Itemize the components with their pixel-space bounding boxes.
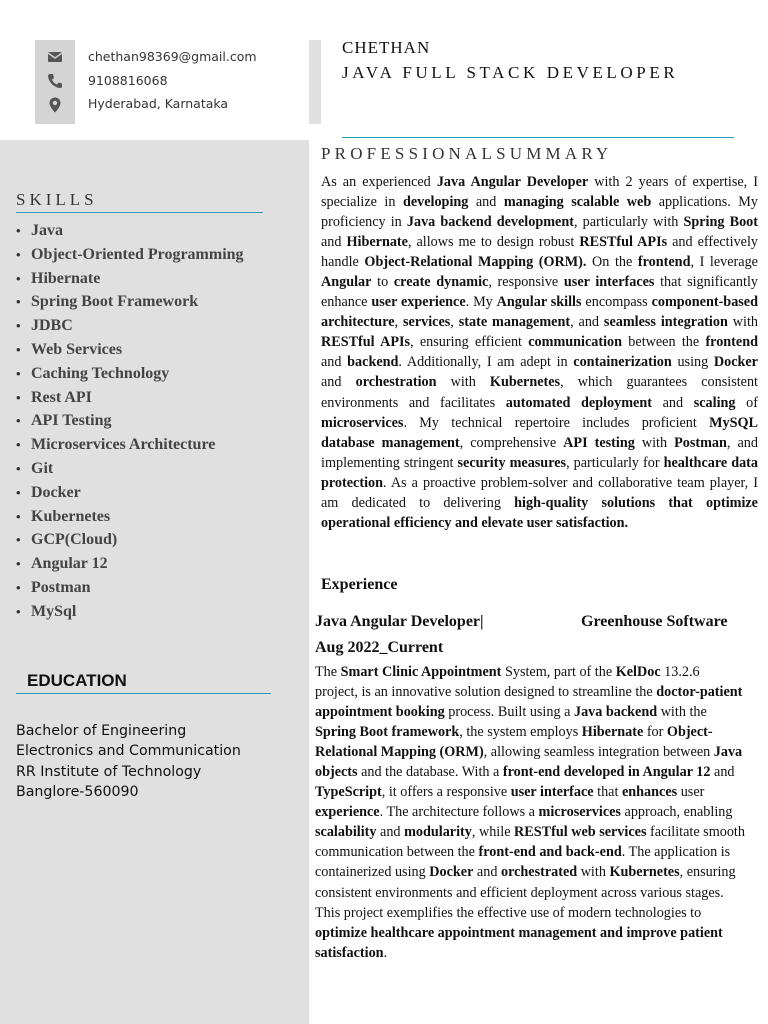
text-run: and bbox=[321, 354, 348, 371]
text-run: between the bbox=[622, 334, 706, 351]
bold-phrase: modularity bbox=[404, 824, 472, 841]
bold-phrase: Kubernetes bbox=[609, 864, 680, 881]
bold-phrase: optimize healthcare appointment management and improve patient satisfaction bbox=[315, 924, 723, 961]
text-run: 13.2.6 project, is an innovative solution designed to streamline the bbox=[315, 664, 700, 701]
skill-item: • Caching Technology bbox=[16, 362, 244, 386]
bold-phrase: seamless integration bbox=[603, 314, 728, 331]
skill-item: • Postman bbox=[16, 576, 244, 600]
bold-phrase: TypeScript bbox=[315, 784, 382, 801]
text-run: , particularly for bbox=[566, 454, 664, 471]
bold-phrase: Postman bbox=[674, 434, 727, 451]
text-run: and bbox=[468, 194, 504, 211]
text-run: , bbox=[394, 314, 404, 331]
bold-phrase: Docker bbox=[429, 864, 474, 881]
skill-item: • Java bbox=[16, 219, 244, 243]
education-heading: EDUCATION bbox=[27, 671, 127, 690]
header-divider-bar bbox=[309, 40, 321, 124]
bold-phrase: developing bbox=[402, 194, 469, 211]
text-run: and bbox=[321, 374, 356, 391]
bold-phrase: front-end and back-end bbox=[478, 844, 622, 861]
skill-item: • Git bbox=[16, 457, 244, 481]
bold-phrase: Object-Relational Mapping (ORM) bbox=[315, 724, 713, 761]
education-line: Banglore-560090 bbox=[16, 783, 139, 800]
skill-item: • Angular 12 bbox=[16, 552, 244, 576]
bold-phrase: managing scalable web bbox=[503, 194, 652, 211]
skill-item: • Web Services bbox=[16, 338, 244, 362]
text-run: with 2 years of expertise, I specialize in bbox=[321, 174, 758, 211]
skill-item: • MySql bbox=[16, 600, 244, 624]
text-run: that significantly enhance bbox=[321, 274, 758, 311]
skill-item: • Spring Boot Framework bbox=[16, 290, 244, 314]
phone-number: 9108816068 bbox=[88, 73, 168, 88]
bold-phrase: Angular skills bbox=[496, 294, 582, 311]
bold-phrase: create dynamic bbox=[393, 274, 489, 291]
bold-phrase: services bbox=[403, 314, 451, 331]
text-run: and bbox=[321, 234, 347, 251]
bold-phrase: Java objects bbox=[315, 744, 743, 781]
bold-phrase: RESTful APIs bbox=[321, 334, 411, 351]
skill-item: • API Testing bbox=[16, 409, 244, 433]
text-run: and bbox=[710, 764, 735, 781]
text-run: and bbox=[376, 824, 405, 841]
bold-phrase: microservices bbox=[538, 804, 621, 821]
text-run: As an experienced bbox=[321, 174, 437, 190]
experience-heading: Experience bbox=[321, 576, 398, 593]
bold-phrase: user interfaces bbox=[563, 274, 655, 291]
text-run: On the bbox=[586, 254, 638, 271]
text-run: The bbox=[315, 664, 341, 680]
summary-paragraph bbox=[321, 172, 758, 533]
text-run: for bbox=[643, 724, 667, 741]
text-run: applications. My proficiency in bbox=[321, 194, 758, 231]
skills-heading: SKILLS bbox=[16, 190, 98, 209]
job-title: Java Angular Developer| bbox=[315, 613, 484, 630]
bold-phrase: API testing bbox=[563, 434, 635, 451]
text-run: . My technical repertoire includes proficient bbox=[403, 414, 710, 431]
skill-item: • Docker bbox=[16, 481, 244, 505]
text-run: and bbox=[473, 864, 501, 881]
text-run: and bbox=[651, 394, 694, 411]
text-run: process. Built using a bbox=[444, 704, 574, 721]
text-run: , I leverage bbox=[690, 254, 758, 271]
bold-phrase: Java backend bbox=[573, 704, 658, 721]
bold-phrase: communication bbox=[528, 334, 623, 351]
bold-phrase: Java Angular Developer bbox=[436, 174, 589, 190]
bold-phrase: experience bbox=[315, 804, 380, 821]
location-pin-icon bbox=[46, 96, 64, 114]
text-run: , particularly with bbox=[573, 214, 684, 231]
skills-underline bbox=[16, 212, 263, 213]
bold-phrase: state management bbox=[458, 314, 571, 331]
phone-icon bbox=[46, 72, 64, 90]
bold-phrase: MySQL database management bbox=[321, 414, 758, 451]
summary-heading: PROFESSIONALSUMMARY bbox=[321, 144, 613, 163]
text-run: System, part of the bbox=[501, 664, 616, 680]
text-run: . My bbox=[465, 294, 497, 311]
location-text: Hyderabad, Karnataka bbox=[88, 96, 229, 111]
bold-phrase: user experience bbox=[371, 294, 466, 311]
skills-list bbox=[16, 219, 244, 624]
candidate-name: CHETHAN bbox=[342, 38, 431, 57]
text-run: , ensuring consistent environments and efficient deployment across various stages. This project exemplifies the effective use of modern technologies to bbox=[315, 864, 736, 921]
bold-phrase: doctor-patient appointment booking bbox=[315, 684, 743, 721]
bold-phrase: backend bbox=[347, 354, 399, 371]
bold-phrase: healthcare data protection bbox=[321, 454, 758, 491]
bold-phrase: orchestrated bbox=[500, 864, 578, 881]
text-run: to bbox=[371, 274, 394, 291]
education-line: Bachelor of Engineering bbox=[16, 723, 187, 739]
bold-phrase: Kubernetes bbox=[489, 374, 561, 391]
text-run: , allowing seamless integration between bbox=[483, 744, 714, 761]
bold-phrase: microservices bbox=[321, 414, 404, 431]
text-run: with the bbox=[657, 704, 707, 721]
bold-phrase: frontend bbox=[705, 334, 758, 351]
skill-item: • Rest API bbox=[16, 386, 244, 410]
bold-phrase: frontend bbox=[637, 254, 691, 271]
text-run: , ensuring efficient bbox=[410, 334, 529, 351]
text-run: with bbox=[727, 314, 758, 331]
text-run: facilitate smooth communication between the bbox=[315, 824, 745, 861]
bold-phrase: scalability bbox=[315, 824, 377, 841]
bold-phrase: Hibernate bbox=[346, 234, 408, 251]
bold-phrase: orchestration bbox=[355, 374, 437, 391]
bold-phrase: RESTful web services bbox=[514, 824, 647, 841]
skill-item: • Kubernetes bbox=[16, 505, 244, 529]
job-company: Greenhouse Software bbox=[581, 613, 728, 630]
text-run: , responsive bbox=[488, 274, 564, 291]
text-run: and the database. With a bbox=[357, 764, 503, 781]
text-run: with bbox=[634, 434, 675, 451]
bold-phrase: high-quality solutions that optimize operational efficiency and elevate user satisfaction. bbox=[321, 494, 758, 531]
education-details bbox=[16, 721, 241, 802]
envelope-icon bbox=[46, 48, 64, 66]
bold-phrase: containerization bbox=[573, 354, 672, 371]
bold-phrase: Spring Boot framework bbox=[315, 724, 460, 741]
text-run: , allows me to design robust bbox=[407, 234, 580, 251]
bold-phrase: RESTful APIs bbox=[579, 234, 668, 251]
education-line: RR Institute of Technology bbox=[16, 763, 202, 780]
skill-item: • Microservices Architecture bbox=[16, 433, 244, 457]
bold-phrase: front-end developed in Angular 12 bbox=[502, 764, 711, 781]
text-run: , the system employs bbox=[459, 724, 582, 741]
text-run: . bbox=[383, 944, 388, 961]
text-run: with bbox=[577, 864, 610, 881]
text-run: user bbox=[677, 784, 705, 801]
skill-item: • Hibernate bbox=[16, 267, 244, 291]
text-run: with bbox=[436, 374, 490, 391]
bold-phrase: component-based architecture bbox=[321, 294, 758, 331]
text-run: and effectively handle bbox=[321, 234, 758, 271]
text-run: , it offers a responsive bbox=[381, 784, 511, 801]
candidate-role: JAVA FULL STACK DEVELOPER bbox=[342, 63, 679, 82]
text-run: , and implementing stringent bbox=[321, 434, 758, 471]
bold-phrase: scaling bbox=[693, 394, 736, 411]
bold-phrase: Java backend development bbox=[406, 214, 574, 231]
text-run: . Additionally, I am adept in bbox=[398, 354, 574, 371]
bold-phrase: Hibernate bbox=[581, 724, 644, 741]
summary-top-rule bbox=[342, 137, 734, 138]
project-description bbox=[315, 662, 745, 963]
bold-phrase: enhances bbox=[621, 784, 678, 801]
text-run: . The application is containerized using bbox=[315, 844, 731, 881]
text-run: , and bbox=[570, 314, 604, 331]
education-line: Electronics and Communication bbox=[16, 743, 241, 760]
bold-phrase: user interface bbox=[510, 784, 594, 801]
bold-phrase: Docker bbox=[713, 354, 758, 371]
bold-phrase: Object-Relational Mapping (ORM). bbox=[364, 254, 587, 271]
text-run: , while bbox=[471, 824, 515, 841]
email-link[interactable]: chethan98369@gmail.com bbox=[88, 49, 257, 64]
bold-phrase: KelDoc bbox=[615, 664, 661, 680]
skill-item: • JDBC bbox=[16, 314, 244, 338]
text-run: , which guarantees consistent environments and facilitates bbox=[321, 374, 758, 411]
bold-phrase: Spring Boot bbox=[683, 214, 758, 231]
bold-phrase: Angular bbox=[321, 274, 372, 291]
bold-phrase: Smart Clinic Appointment bbox=[340, 664, 502, 680]
text-run: encompass bbox=[581, 294, 652, 311]
bold-phrase: security measures bbox=[457, 454, 567, 471]
text-run: , comprehensive bbox=[459, 434, 564, 451]
text-run: that bbox=[593, 784, 622, 801]
text-run: . As a proactive problem-solver and collaborative team player, I am dedicated to delivering bbox=[321, 474, 758, 511]
text-run: . The architecture follows a bbox=[379, 804, 539, 821]
text-run: using bbox=[671, 354, 714, 371]
bold-phrase: automated deployment bbox=[505, 394, 652, 411]
education-underline bbox=[16, 693, 271, 694]
skill-item: • Object-Oriented Programming bbox=[16, 243, 244, 267]
text-run: , bbox=[450, 314, 459, 331]
job-dates: Aug 2022_Current bbox=[315, 639, 444, 656]
text-run: of bbox=[735, 394, 758, 411]
text-run: approach, enabling bbox=[620, 804, 733, 821]
skill-item: • GCP(Cloud) bbox=[16, 528, 244, 552]
